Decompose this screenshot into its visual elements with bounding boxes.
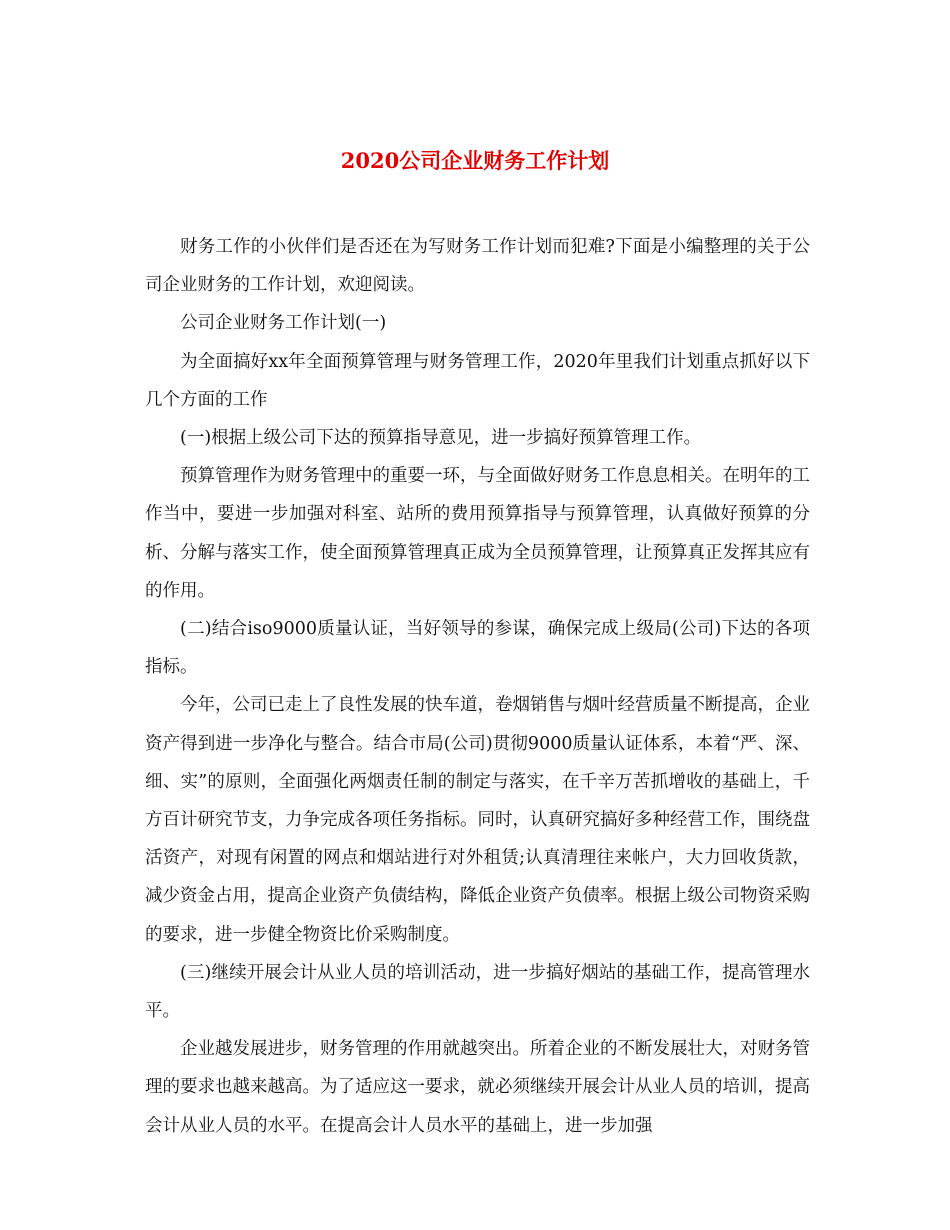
document-body (145, 228, 810, 1145)
paragraph-item-3-body: 企业越发展进步，财务管理的作用就越突出。所着企业的不断发展壮大，对财务管理的要求也越来越高。为了适应这一要求，就必须继续开展会计从业人员的培训，提高会计从业人员的水平。在提高会计人员水平的基础上，进一步加强 (145, 1039, 810, 1136)
paragraph-item-3-heading: (三)继续开展会计从业人员的培训活动，进一步搞好烟站的基础工作，提高管理水平。 (145, 962, 810, 1022)
paragraph-item-2-body: 今年，公司已走上了良性发展的快车道，卷烟销售与烟叶经营质量不断提高，企业资产得到进一步净化与整合。结合市局(公司)贯彻9000质量认证体系，本着“严、深、细、实”的原则，全面强化两烟责任制的制定与落实，在千辛万苦抓增收的基础上，千方百计研究节支，力争完成各项任务指标。同时，认真研究搞好多种经营工作，围绕盘活资产，对现有闲置的网点和烟站进行对外租赁;认真清理往来帐户，大力回收货款，减少资金占用，提高企业资产负债结构，降低企业资产负债率。根据上级公司物资采购的要求，进一步健全物资比价采购制度。 (145, 695, 810, 945)
paragraph-item-2-heading: (二)结合iso9000质量认证，当好领导的参谋，确保完成上级局(公司)下达的各项指标。 (145, 619, 810, 678)
paragraph-section-heading: 公司企业财务工作计划(一) (180, 313, 387, 334)
paragraph-overview: 为全面搞好xx年全面预算管理与财务管理工作，2020年里我们计划重点抓好以下几个方面的工作 (145, 351, 810, 410)
paragraph-item-1-body: 预算管理作为财务管理中的重要一环，与全面做好财务工作息息相关。在明年的工作当中，要进一步加强对科室、站所的费用预算指导与预算管理，认真做好预算的分析、分解与落实工作，使全面预算管理真正成为全员预算管理，让预算真正发挥其应有的作用。 (145, 466, 810, 601)
document-title: 2020公司企业财务工作计划 (340, 148, 610, 173)
paragraph-item-1-heading: (一)根据上级公司下达的预算指导意见，进一步搞好预算管理工作。 (180, 428, 702, 449)
paragraph-intro: 财务工作的小伙伴们是否还在为写财务工作计划而犯难?下面是小编整理的关于公司企业财务的工作计划，欢迎阅读。 (145, 237, 810, 296)
